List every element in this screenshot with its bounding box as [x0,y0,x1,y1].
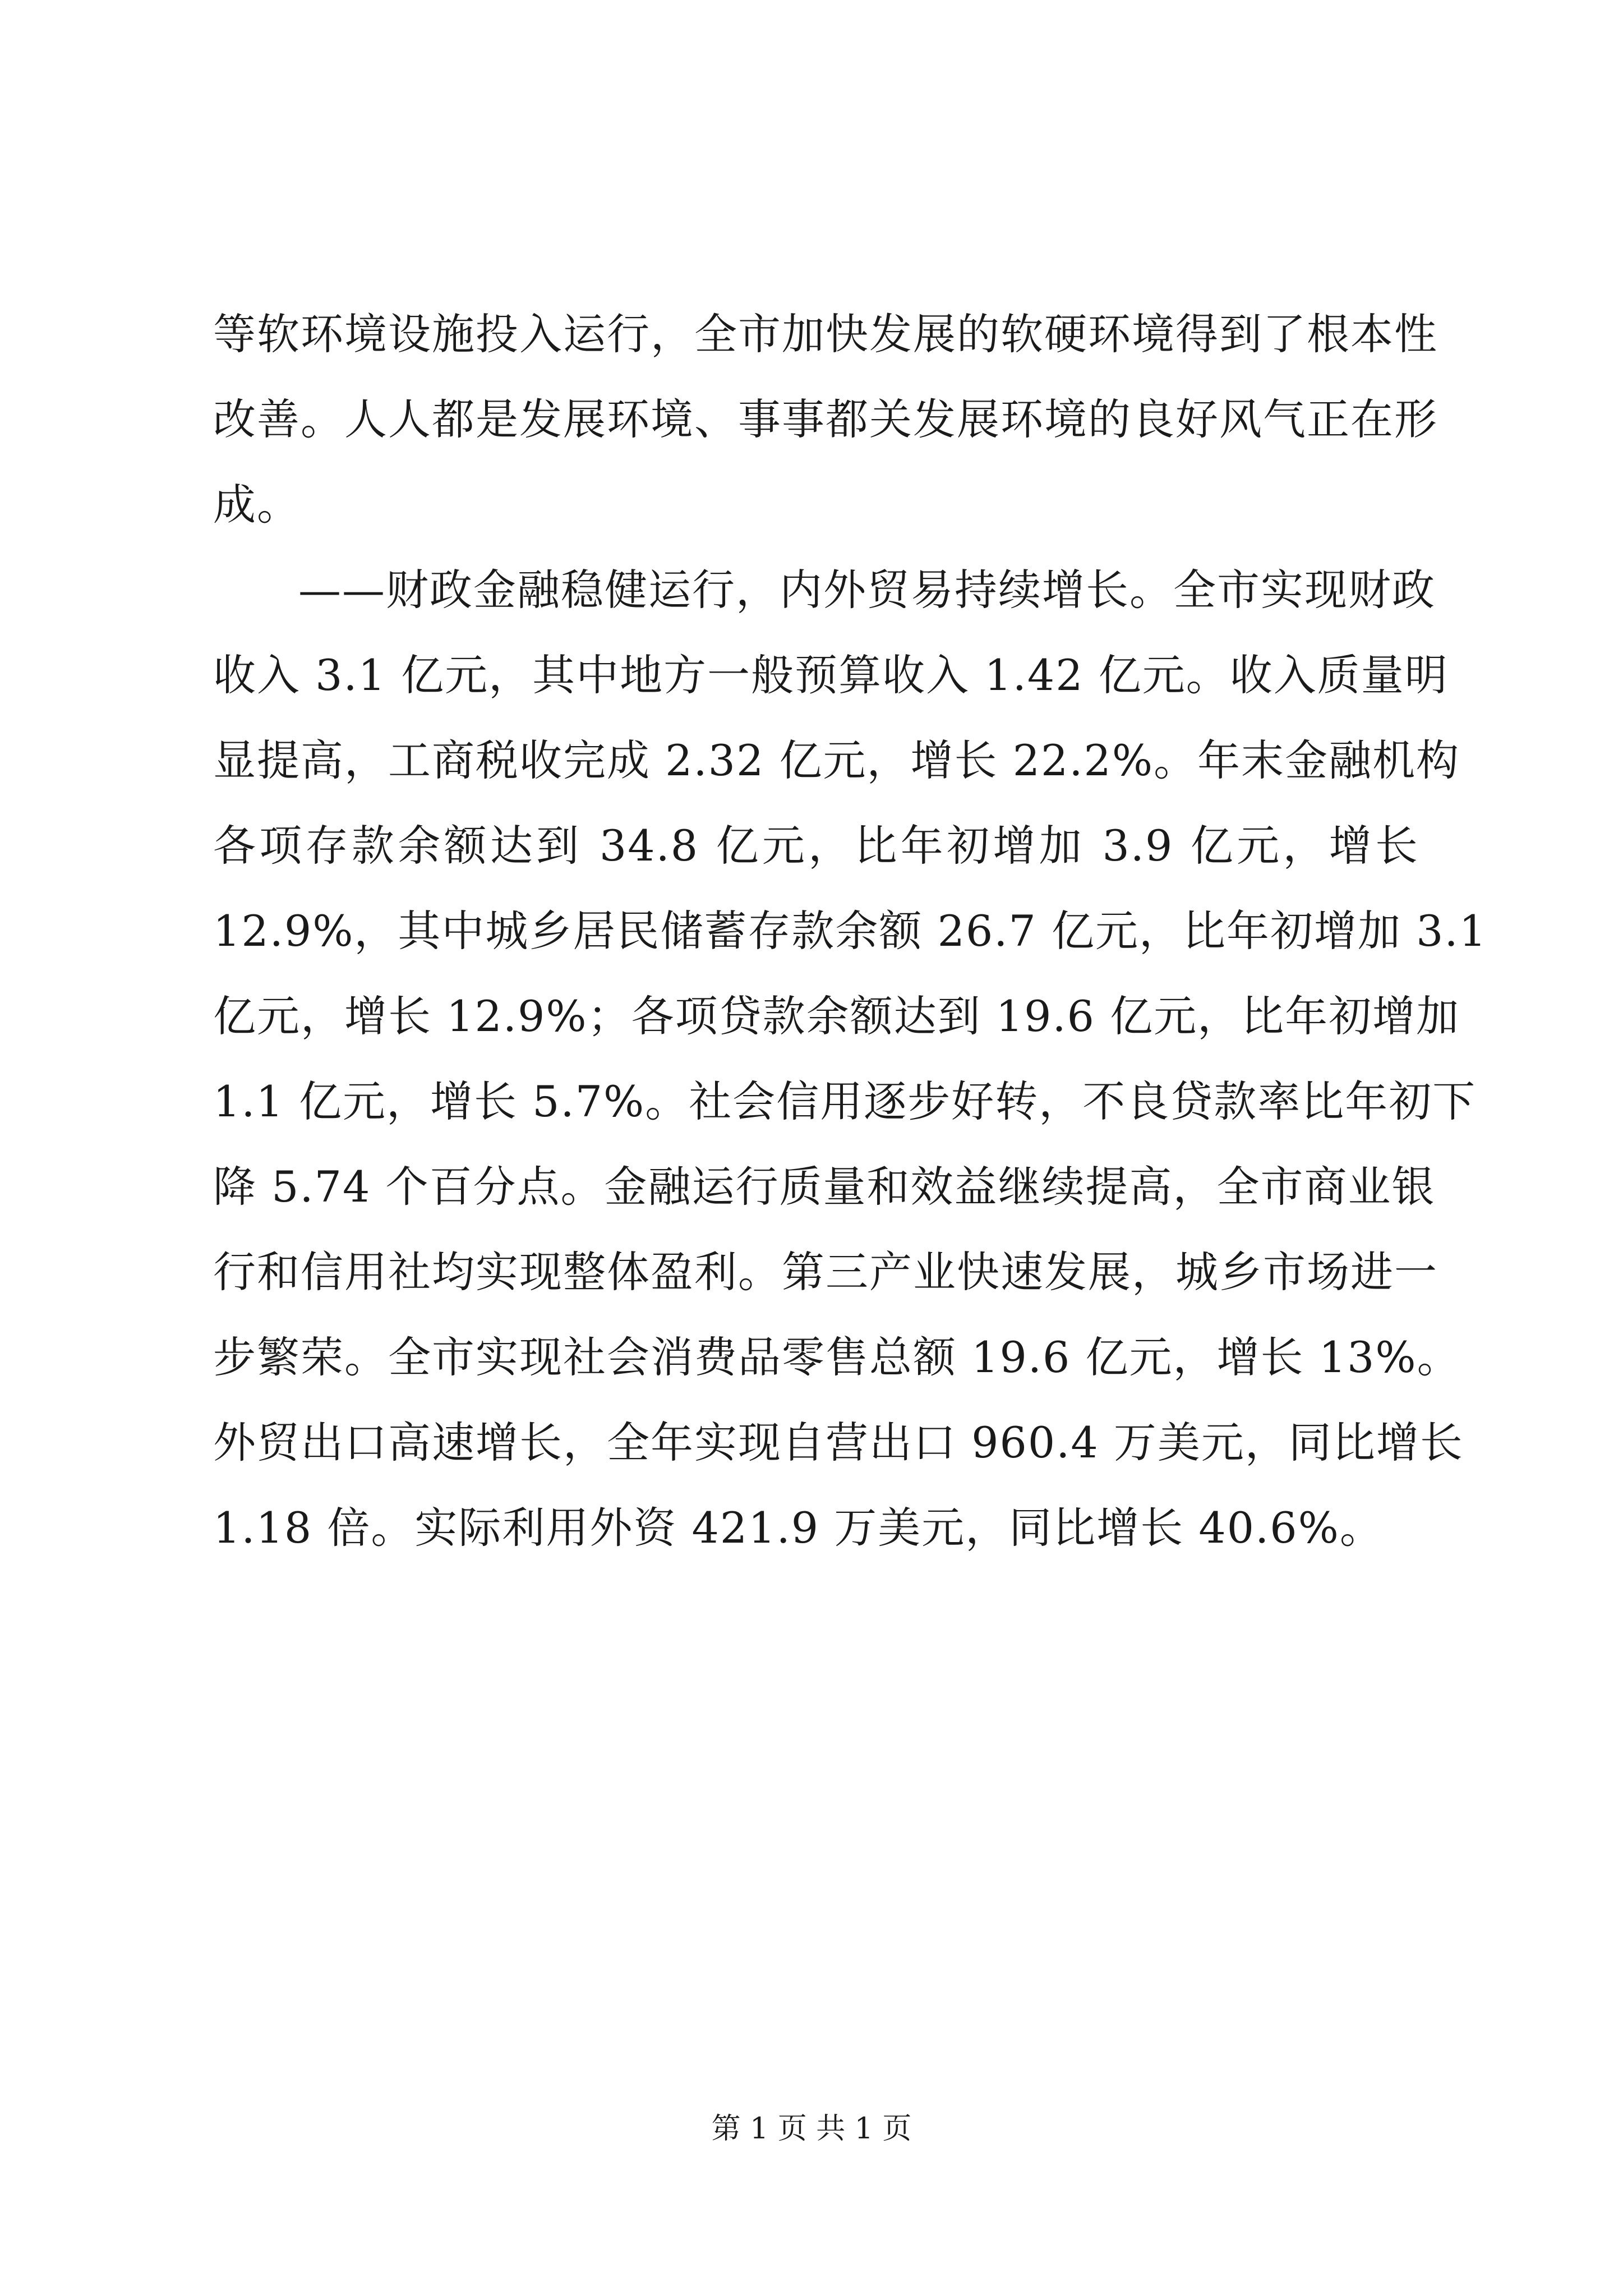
text-line: 外贸出口高速增长，全年实现自营出口 960.4 万美元，同比增长 [213,1418,1464,1467]
text-line: 各项存款余额达到 34.8 亿元，比年初增加 3.9 亿元，增长 [213,821,1419,871]
text-line: 步繁荣。全市实现社会消费品零售总额 19.6 亿元，增长 13%。 [213,1332,1461,1382]
paragraph-finance-trade [213,547,1487,1571]
text-line: 行和信用社均实现整体盈利。第三产业快速发展，城乡市场进一 [213,1247,1438,1297]
document-body [213,292,1487,1571]
text-line: 12.9%，其中城乡居民储蓄存款余额 26.7 亿元，比年初增加 3.1 [213,906,1487,956]
text-line: ——财政金融稳健运行，内外贸易持续增长。全市实现财政 [298,565,1436,615]
page-footer: 第 1 页 共 1 页 [711,2112,912,2146]
text-line: 收入 3.1 亿元，其中地方一般预算收入 1.42 亿元。收入质量明 [213,650,1449,700]
text-line: 改善。人人都是发展环境、事事都关发展环境的良好风气正在形 [213,394,1438,444]
text-line: 1.1 亿元，增长 5.7%。社会信用逐步好转，不良贷款率比年初下 [213,1076,1477,1126]
text-line: 成。 [213,480,301,530]
text-line: 1.18 倍。实际利用外资 421.9 万美元，同比增长 40.6%。 [213,1503,1384,1553]
text-line: 降 5.74 个百分点。金融运行质量和效益继续提高，全市商业银 [213,1162,1436,1212]
text-line: 显提高，工商税收完成 2.32 亿元，增长 22.2%。年末金融机构 [213,735,1460,785]
paragraph-soft-environment [213,292,1438,547]
text-line: 等软环境设施投入运行，全市加快发展的软硬环境得到了根本性 [213,309,1438,359]
text-line: 亿元，增长 12.9%；各项贷款余额达到 19.6 亿元，比年初增加 [213,991,1460,1041]
